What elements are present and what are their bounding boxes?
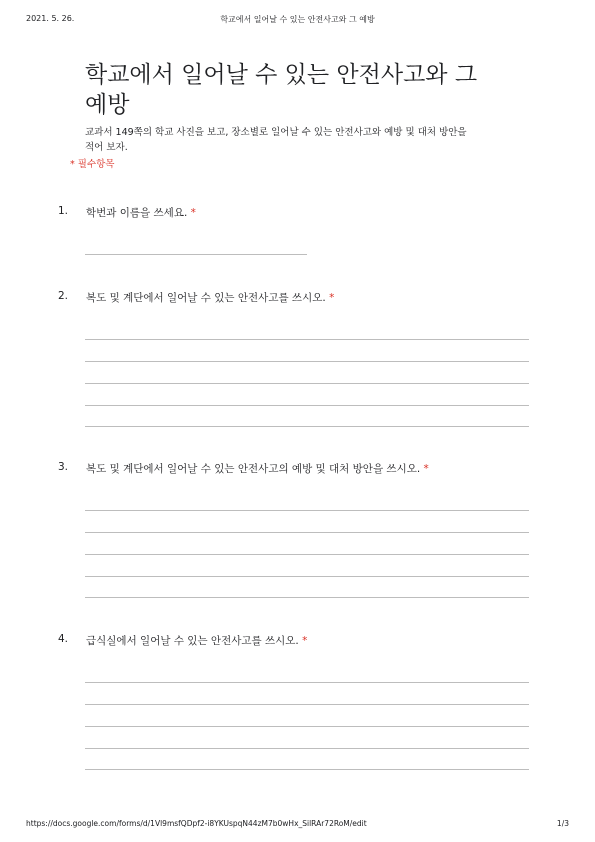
page-number: 1/3 bbox=[556, 819, 569, 828]
form-description bbox=[85, 125, 535, 155]
question-label: 급식실에서 일어날 수 있는 안전사고를 쓰시오. bbox=[86, 635, 299, 647]
answer-line bbox=[85, 576, 529, 577]
form-title-line1: 학교에서 일어날 수 있는 안전사고와 그 bbox=[85, 62, 478, 88]
form-description-line1: 교과서 149쪽의 학교 사진을 보고, 장소별로 일어날 수 있는 안전사고와 예방 및 대처 방안을 bbox=[85, 127, 467, 138]
form-description-line2: 적어 보자. bbox=[85, 142, 128, 153]
required-mark: * bbox=[190, 207, 196, 219]
print-doc-title: 학교에서 일어날 수 있는 안전사고와 그 예방 bbox=[220, 15, 375, 24]
answer-line bbox=[85, 532, 529, 533]
required-mark: * bbox=[329, 292, 335, 304]
answer-line bbox=[85, 510, 529, 511]
answer-line bbox=[85, 361, 529, 362]
answer-field-short[interactable] bbox=[85, 254, 307, 255]
print-date: 2021. 5. 26. bbox=[26, 14, 75, 23]
question-number: 3. bbox=[58, 461, 69, 473]
question-number: 2. bbox=[58, 290, 69, 302]
required-mark: * bbox=[302, 635, 308, 647]
question-text bbox=[86, 290, 334, 305]
question-number: 1. bbox=[58, 205, 69, 217]
answer-line bbox=[85, 405, 529, 406]
question-text bbox=[86, 461, 429, 476]
answer-line bbox=[85, 339, 529, 340]
required-note: * 필수항목 bbox=[70, 159, 115, 170]
question-label: 학번과 이름을 쓰세요. bbox=[86, 207, 188, 219]
answer-line bbox=[85, 769, 529, 770]
question-text bbox=[86, 633, 307, 648]
answer-line bbox=[85, 682, 529, 683]
question-label: 복도 및 계단에서 일어날 수 있는 안전사고의 예방 및 대처 방안을 쓰시오. bbox=[86, 463, 421, 475]
question-number: 4. bbox=[58, 633, 69, 645]
form-title-line2: 예방 bbox=[85, 92, 130, 118]
answer-line bbox=[85, 726, 529, 727]
answer-line bbox=[85, 597, 529, 598]
answer-line bbox=[85, 383, 529, 384]
answer-line bbox=[85, 704, 529, 705]
required-mark: * bbox=[423, 463, 429, 475]
question-text bbox=[86, 205, 196, 220]
answer-line bbox=[85, 426, 529, 427]
form-title bbox=[85, 60, 525, 120]
question-label: 복도 및 계단에서 일어날 수 있는 안전사고를 쓰시오. bbox=[86, 292, 326, 304]
page-url: https://docs.google.com/forms/d/1Vl9msfQDpf2-i8YKUspqN44zM7b0wHx_SilRAr72RoM/edit bbox=[26, 819, 367, 828]
answer-line bbox=[85, 554, 529, 555]
print-header bbox=[26, 14, 569, 26]
answer-line bbox=[85, 748, 529, 749]
